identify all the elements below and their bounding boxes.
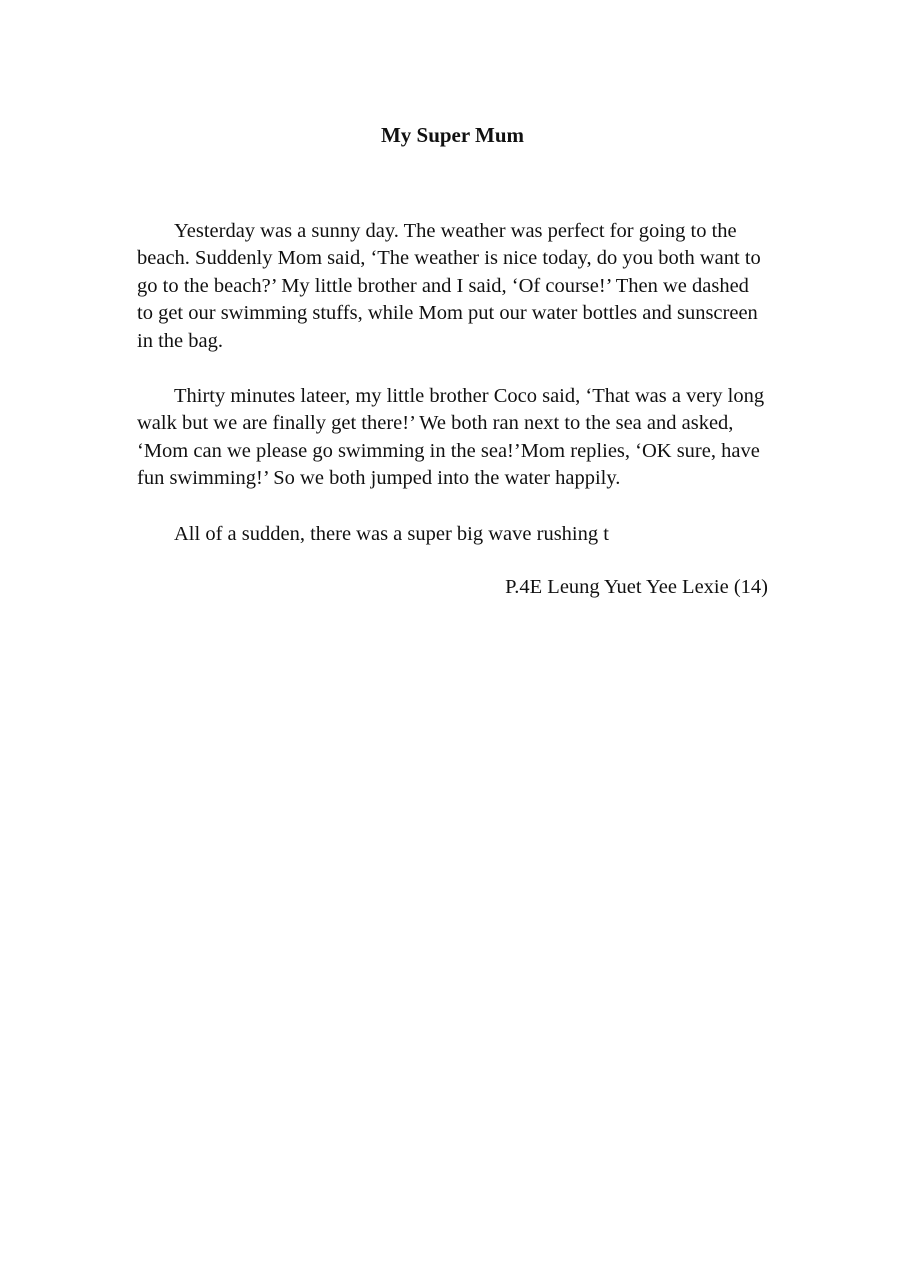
document-title: My Super Mum xyxy=(380,123,525,147)
author-signature: P.4E Leung Yuet Yee Lexie (14) xyxy=(505,576,768,598)
paragraph-3: All of a sudden, there was a super big wave rushing t xyxy=(174,522,609,545)
paragraph-1: Yesterday was a sunny day. The weather was perfect for going to the beach. Suddenly Mom said, ‘The weather is nice today, do you both want to go to the beach?’ My little brother and I said, ‘Of course!’ Then we dashed to get our swimming stuffs, while Mom put our water bottles and sunscreen in the bag. xyxy=(137,220,761,352)
paragraph-2: Thirty minutes lateer, my little brother Coco said, ‘That was a very long walk but we are finally get there!’ We both ran next to the sea and asked, ‘Mom can we please go swimming in the sea!’Mom replies, ‘OK sure, have fun swimming!’ So we both jumped into the water happily. xyxy=(137,385,765,490)
document-body xyxy=(137,218,769,576)
